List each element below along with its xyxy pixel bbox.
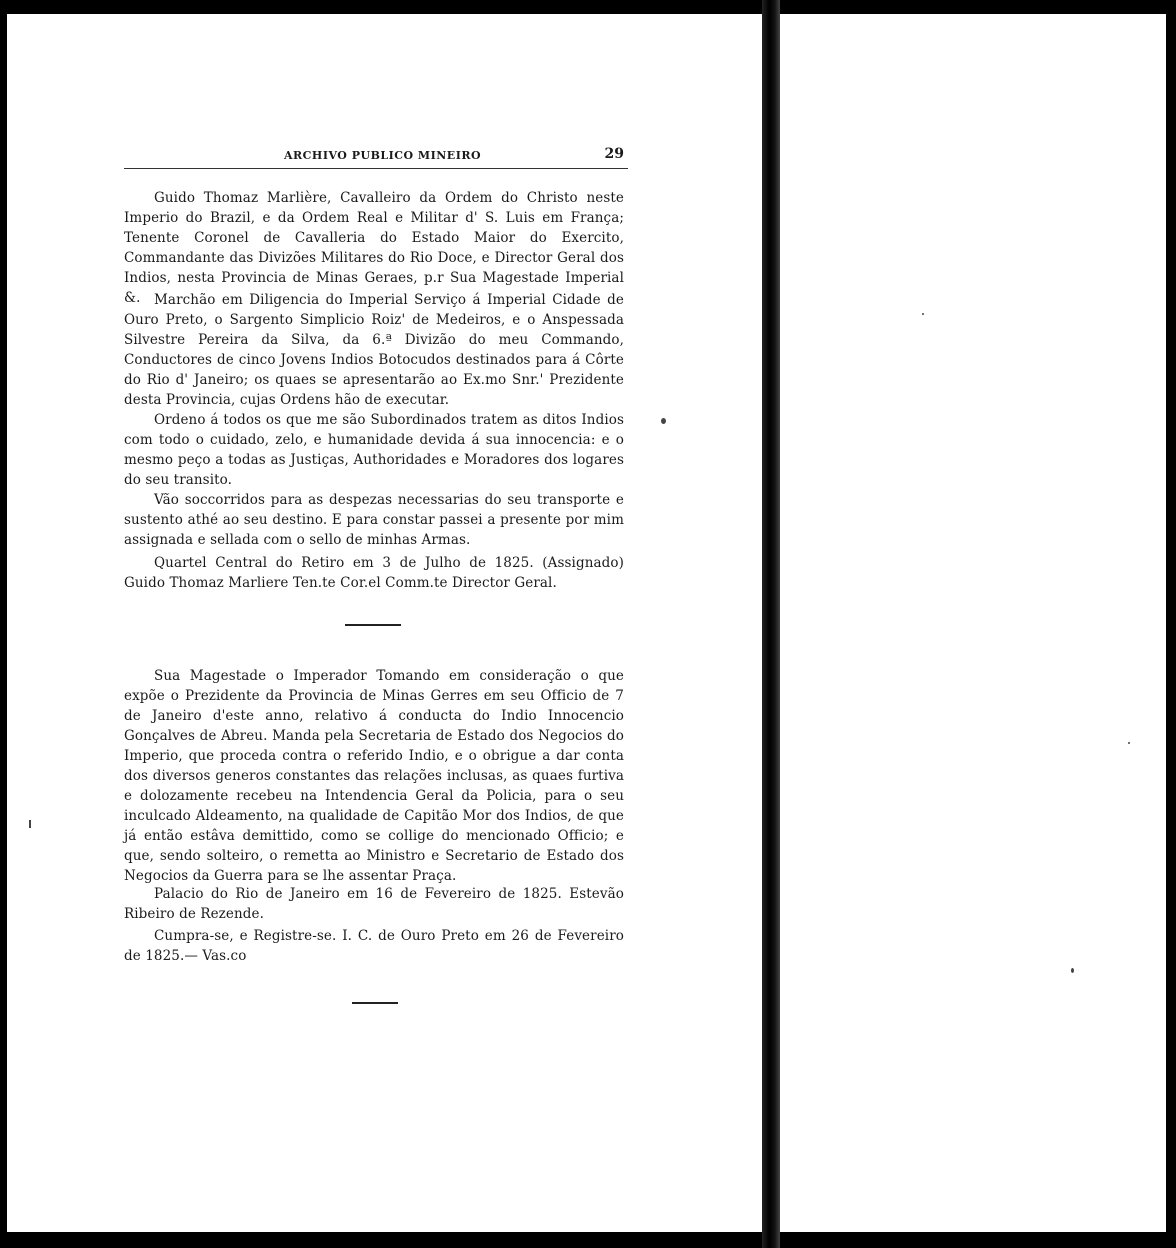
paragraph-soccorridos: Vão soccorridos para as despezas necessarias do seu transporte e sustento athé ao seu destino. E para constar passei a presente por mim assignada e sellada com o sello de minhas Armas. — [124, 492, 624, 548]
paragraph-imperador-order: Sua Magestade o Imperador Tomando em consideração o que expõe o Prezidente da Provincia de Minas Gerres em seu Officio de 7 de Janeiro d'este anno, relativo á conducta do Indio Innocencio Gonçalves de Abreu. Manda pela Secretaria de Estado dos Negocios do Imperio, que proceda contra o referido Indio, e o obrigue a dar conta dos diversos generos constantes das relações inclusas, as quaes furtiva e dolozamente recebeu na Intendencia Geral da Policia, para o seu inculcado Aldeamento, na qualidade de Capitão Mor dos Indios, de que já então estâva demittido, como se collige do mencionado Officio; e que, sendo solteiro, o remetta ao Ministro e Secretario de Estado dos Negocios da Guerra para se lhe assentar Praça. — [124, 668, 624, 884]
scan-border-right — [1166, 0, 1176, 1248]
book-gutter — [762, 0, 780, 1248]
running-head — [124, 146, 628, 169]
right-page-blank — [780, 14, 1166, 1232]
paragraph-ordeno: Ordeno á todos os que me são Subordinados tratem as ditos Indios com todo o cuidado, zelo, e humanidade devida á sua innocencia: e o mesmo peço a todas as Justiças, Authoridades e Moradores dos logares do seu transito. — [124, 412, 624, 488]
paragraph-marliere-title: Guido Thomaz Marlière, Cavalleiro da Ordem do Christo neste Imperio do Brazil, e da Ordem Real e Militar d' S. Luis em França; Tenente Coronel de Cavalleria do Estado Maior do Exercito, Commandante das Divizões Militares do Rio Doce, e Director Geral dos Indios, nesta Provincia de Minas Geraes, p.r Sua Magestade Imperial &. — [124, 190, 624, 306]
running-title: ARCHIVO PUBLICO MINEIRO — [284, 149, 482, 162]
paragraph-marchao: Marchão em Diligencia do Imperial Serviço á Imperial Cidade de Ouro Preto, o Sargento Simplicio Roiz' de Medeiros, e o Anspessada Silvestre Pereira da Silva, da 6.ª Divizão do meu Commando, Conductores de cinco Jovens Indios Botocudos destinados para á Côrte do Rio d' Janeiro; os quaes se apresentarão ao Ex.mo Snr.' Prezidente desta Provincia, cujas Ordens hão de executar. — [124, 292, 624, 408]
scan-border-bottom — [0, 1232, 1176, 1248]
ink-speck — [922, 313, 924, 315]
ink-speck — [1071, 968, 1074, 973]
scan-border-top — [0, 0, 1176, 14]
scan-border-left — [0, 0, 7, 1248]
ink-speck — [29, 820, 31, 828]
page-number: 29 — [604, 146, 624, 162]
ink-speck — [661, 418, 666, 424]
ink-speck — [1128, 742, 1130, 744]
section-separator — [345, 624, 401, 626]
paragraph-palacio-signature: Palacio do Rio de Janeiro em 16 de Fevereiro de 1825. Estevão Ribeiro de Rezende. — [124, 886, 624, 922]
paragraph-cumpra-se: Cumpra-se, e Registre-se. I. C. de Ouro Preto em 26 de Fevereiro de 1825.— Vas.co — [124, 928, 624, 964]
end-separator — [352, 1002, 398, 1004]
paragraph-quartel-signature: Quartel Central do Retiro em 3 de Julho de 1825. (Assignado) Guido Thomaz Marliere Ten.te Cor.el Comm.te Director Geral. — [124, 555, 624, 591]
